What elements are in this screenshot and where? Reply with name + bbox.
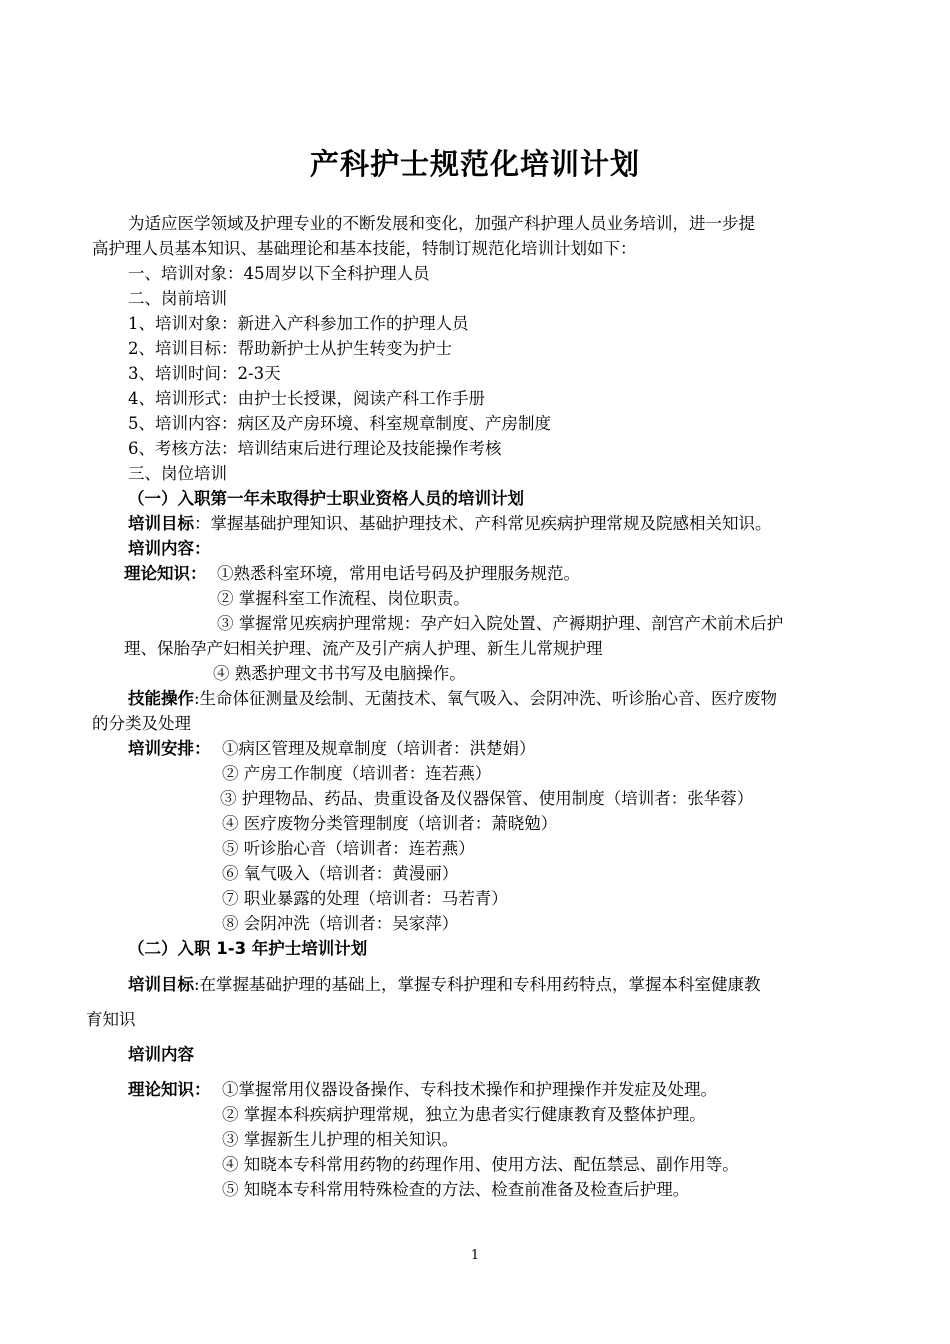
arrange-label: 培训安排： <box>128 739 211 758</box>
page-number: 1 <box>470 1248 480 1263</box>
list-item: ② 产房工作制度（培训者：连若燕） <box>222 764 492 783</box>
list-item: ④ 医疗废物分类管理制度（培训者：萧晓勉） <box>222 814 558 833</box>
intro-line: 为适应医学领域及护理专业的不断发展和变化，加强产科护理人员业务培训，进一步提 <box>128 214 755 233</box>
theory-label: 理论知识： <box>128 1080 211 1099</box>
goal-line <box>128 514 772 534</box>
list-item: ⑦ 职业暴露的处理（培训者：马若青） <box>222 889 508 908</box>
intro-line: 高护理人员基本知识、基础理论和基本技能，特制订规范化培训计划如下： <box>92 239 637 258</box>
list-item: 4、培训形式：由护士长授课，阅读产科工作手册 <box>128 389 485 408</box>
goal-text: :在掌握基础护理的基础上，掌握专科护理和专科用药特点，掌握本科室健康教 <box>194 975 761 994</box>
goal-line <box>128 975 761 995</box>
list-item: ①病区管理及规章制度（培训者：洪楚娟） <box>222 739 536 758</box>
list-item: ④ 熟悉护理文书书写及电脑操作。 <box>213 664 466 683</box>
section-heading: 三、岗位培训 <box>128 464 227 483</box>
page-title: 产科护士规范化培训计划 <box>309 147 640 181</box>
list-item: ③ 掌握常见疾病护理常规：孕产妇入院处置、产褥期护理、剖宫产术前术后护 <box>217 614 784 633</box>
subsection-heading: （一）入职第一年未取得护士职业资格人员的培训计划 <box>128 489 524 508</box>
list-item: ③ 护理物品、药品、贵重设备及仪器保管、使用制度（培训者：张华蓉） <box>220 789 754 808</box>
list-item: ①熟悉科室环境，常用电话号码及护理服务规范。 <box>217 564 580 583</box>
list-item: ④ 知晓本专科常用药物的药理作用、使用方法、配伍禁忌、副作用等。 <box>222 1155 739 1174</box>
list-item: ⑤ 知晓本专科常用特殊检查的方法、检查前准备及检查后护理。 <box>222 1180 690 1199</box>
list-item: ⑤ 听诊胎心音（培训者：连若燕） <box>222 839 475 858</box>
goal-text: ：掌握基础护理知识、基础护理技术、产科常见疾病护理常规及院感相关知识。 <box>194 514 772 533</box>
list-item: 1、培训对象：新进入产科参加工作的护理人员 <box>128 314 469 333</box>
content-label: 培训内容 <box>128 1045 194 1064</box>
skills-label: 技能操作 <box>128 689 194 708</box>
list-item: 5、培训内容：病区及产房环境、科室规章制度、产房制度 <box>128 414 551 433</box>
list-item: ③ 掌握新生儿护理的相关知识。 <box>222 1130 459 1149</box>
goal-line: 育知识 <box>86 1010 136 1029</box>
goal-label: 培训目标 <box>128 514 194 533</box>
skills-line: 的分类及处理 <box>92 714 191 733</box>
list-item: ①掌握常用仪器设备操作、专科技术操作和护理操作并发症及处理。 <box>222 1080 717 1099</box>
list-item: 3、培训时间：2-3天 <box>128 364 281 383</box>
list-item: 2、培训目标：帮助新护士从护生转变为护士 <box>128 339 452 358</box>
list-item: 6、考核方法：培训结束后进行理论及技能操作考核 <box>128 439 502 458</box>
list-item: ② 掌握本科疾病护理常规，独立为患者实行健康教育及整体护理。 <box>222 1105 706 1124</box>
skills-line <box>128 689 777 709</box>
theory-label: 理论知识： <box>124 564 207 583</box>
list-item: ⑧ 会阴冲洗（培训者：吴家萍） <box>222 914 459 933</box>
list-item: ② 掌握科室工作流程、岗位职责。 <box>217 589 470 608</box>
section-heading: 一、培训对象：45周岁以下全科护理人员 <box>128 264 430 283</box>
subsection-heading: （二）入职 1-3 年护士培训计划 <box>128 939 368 958</box>
skills-text: :生命体征测量及绘制、无菌技术、氧气吸入、会阴冲洗、听诊胎心音、医疗废物 <box>194 689 778 708</box>
section-heading: 二、岗前培训 <box>128 289 227 308</box>
content-label: 培训内容： <box>128 539 211 558</box>
goal-label: 培训目标 <box>128 975 194 994</box>
list-item: 理、保胎孕产妇相关护理、流产及引产病人护理、新生儿常规护理 <box>124 639 603 658</box>
list-item: ⑥ 氧气吸入（培训者：黄漫丽） <box>222 864 459 883</box>
